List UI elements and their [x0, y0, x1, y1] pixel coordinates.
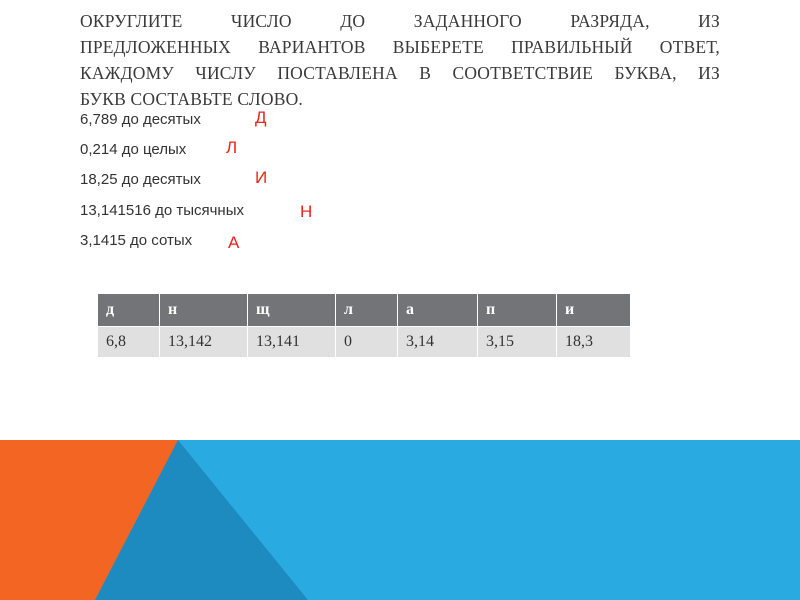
task-heading [80, 8, 720, 112]
value-cell: 3,14 [398, 327, 478, 358]
task-line-2: ПРЕДЛОЖЕННЫХ ВАРИАНТОВ ВЫБЕРЕТЕ ПРАВИЛЬНЫЙ ОТВЕТ, [80, 37, 720, 57]
header-cell: и [557, 294, 631, 327]
answer-values-row [98, 327, 631, 358]
item-letter-2: Л [226, 138, 238, 157]
answer-table [97, 293, 631, 358]
value-cell: 6,8 [98, 327, 160, 358]
value-cell: 13,141 [248, 327, 336, 358]
header-cell: а [398, 294, 478, 327]
header-cell: щ [248, 294, 336, 327]
decorative-footer [0, 440, 800, 600]
header-cell: л [336, 294, 398, 327]
value-cell: 0 [336, 327, 398, 358]
item-letter-4: Н [300, 202, 313, 221]
task-line-3: КАЖДОМУ ЧИСЛУ ПОСТАВЛЕНА В СООТВЕТСТВИЕ БУКВА, ИЗ [80, 63, 720, 83]
item-text-4: 13,141516 до тысячных [80, 202, 244, 219]
item-text-3: 18,25 до десятых [80, 171, 201, 188]
item-text-1: 6,789 до десятых [80, 111, 201, 128]
header-cell: п [478, 294, 557, 327]
answer-header-row [98, 294, 631, 327]
header-cell: д [98, 294, 160, 327]
item-text-5: 3,1415 до сотых [80, 232, 193, 249]
value-cell: 13,142 [160, 327, 248, 358]
value-cell: 18,3 [557, 327, 631, 358]
item-text-2: 0,214 до целых [80, 141, 187, 158]
value-cell: 3,15 [478, 327, 557, 358]
item-letter-3: И [255, 168, 268, 187]
item-letter-5: А [228, 233, 240, 252]
header-cell: н [160, 294, 248, 327]
item-letter-1: Д [255, 108, 267, 127]
task-line-1: ОКРУГЛИТЕ ЧИСЛО ДО ЗАДАННОГО РАЗРЯДА, ИЗ [80, 11, 720, 31]
task-line-4: БУКВ СОСТАВЬТЕ СЛОВО. [80, 89, 303, 109]
